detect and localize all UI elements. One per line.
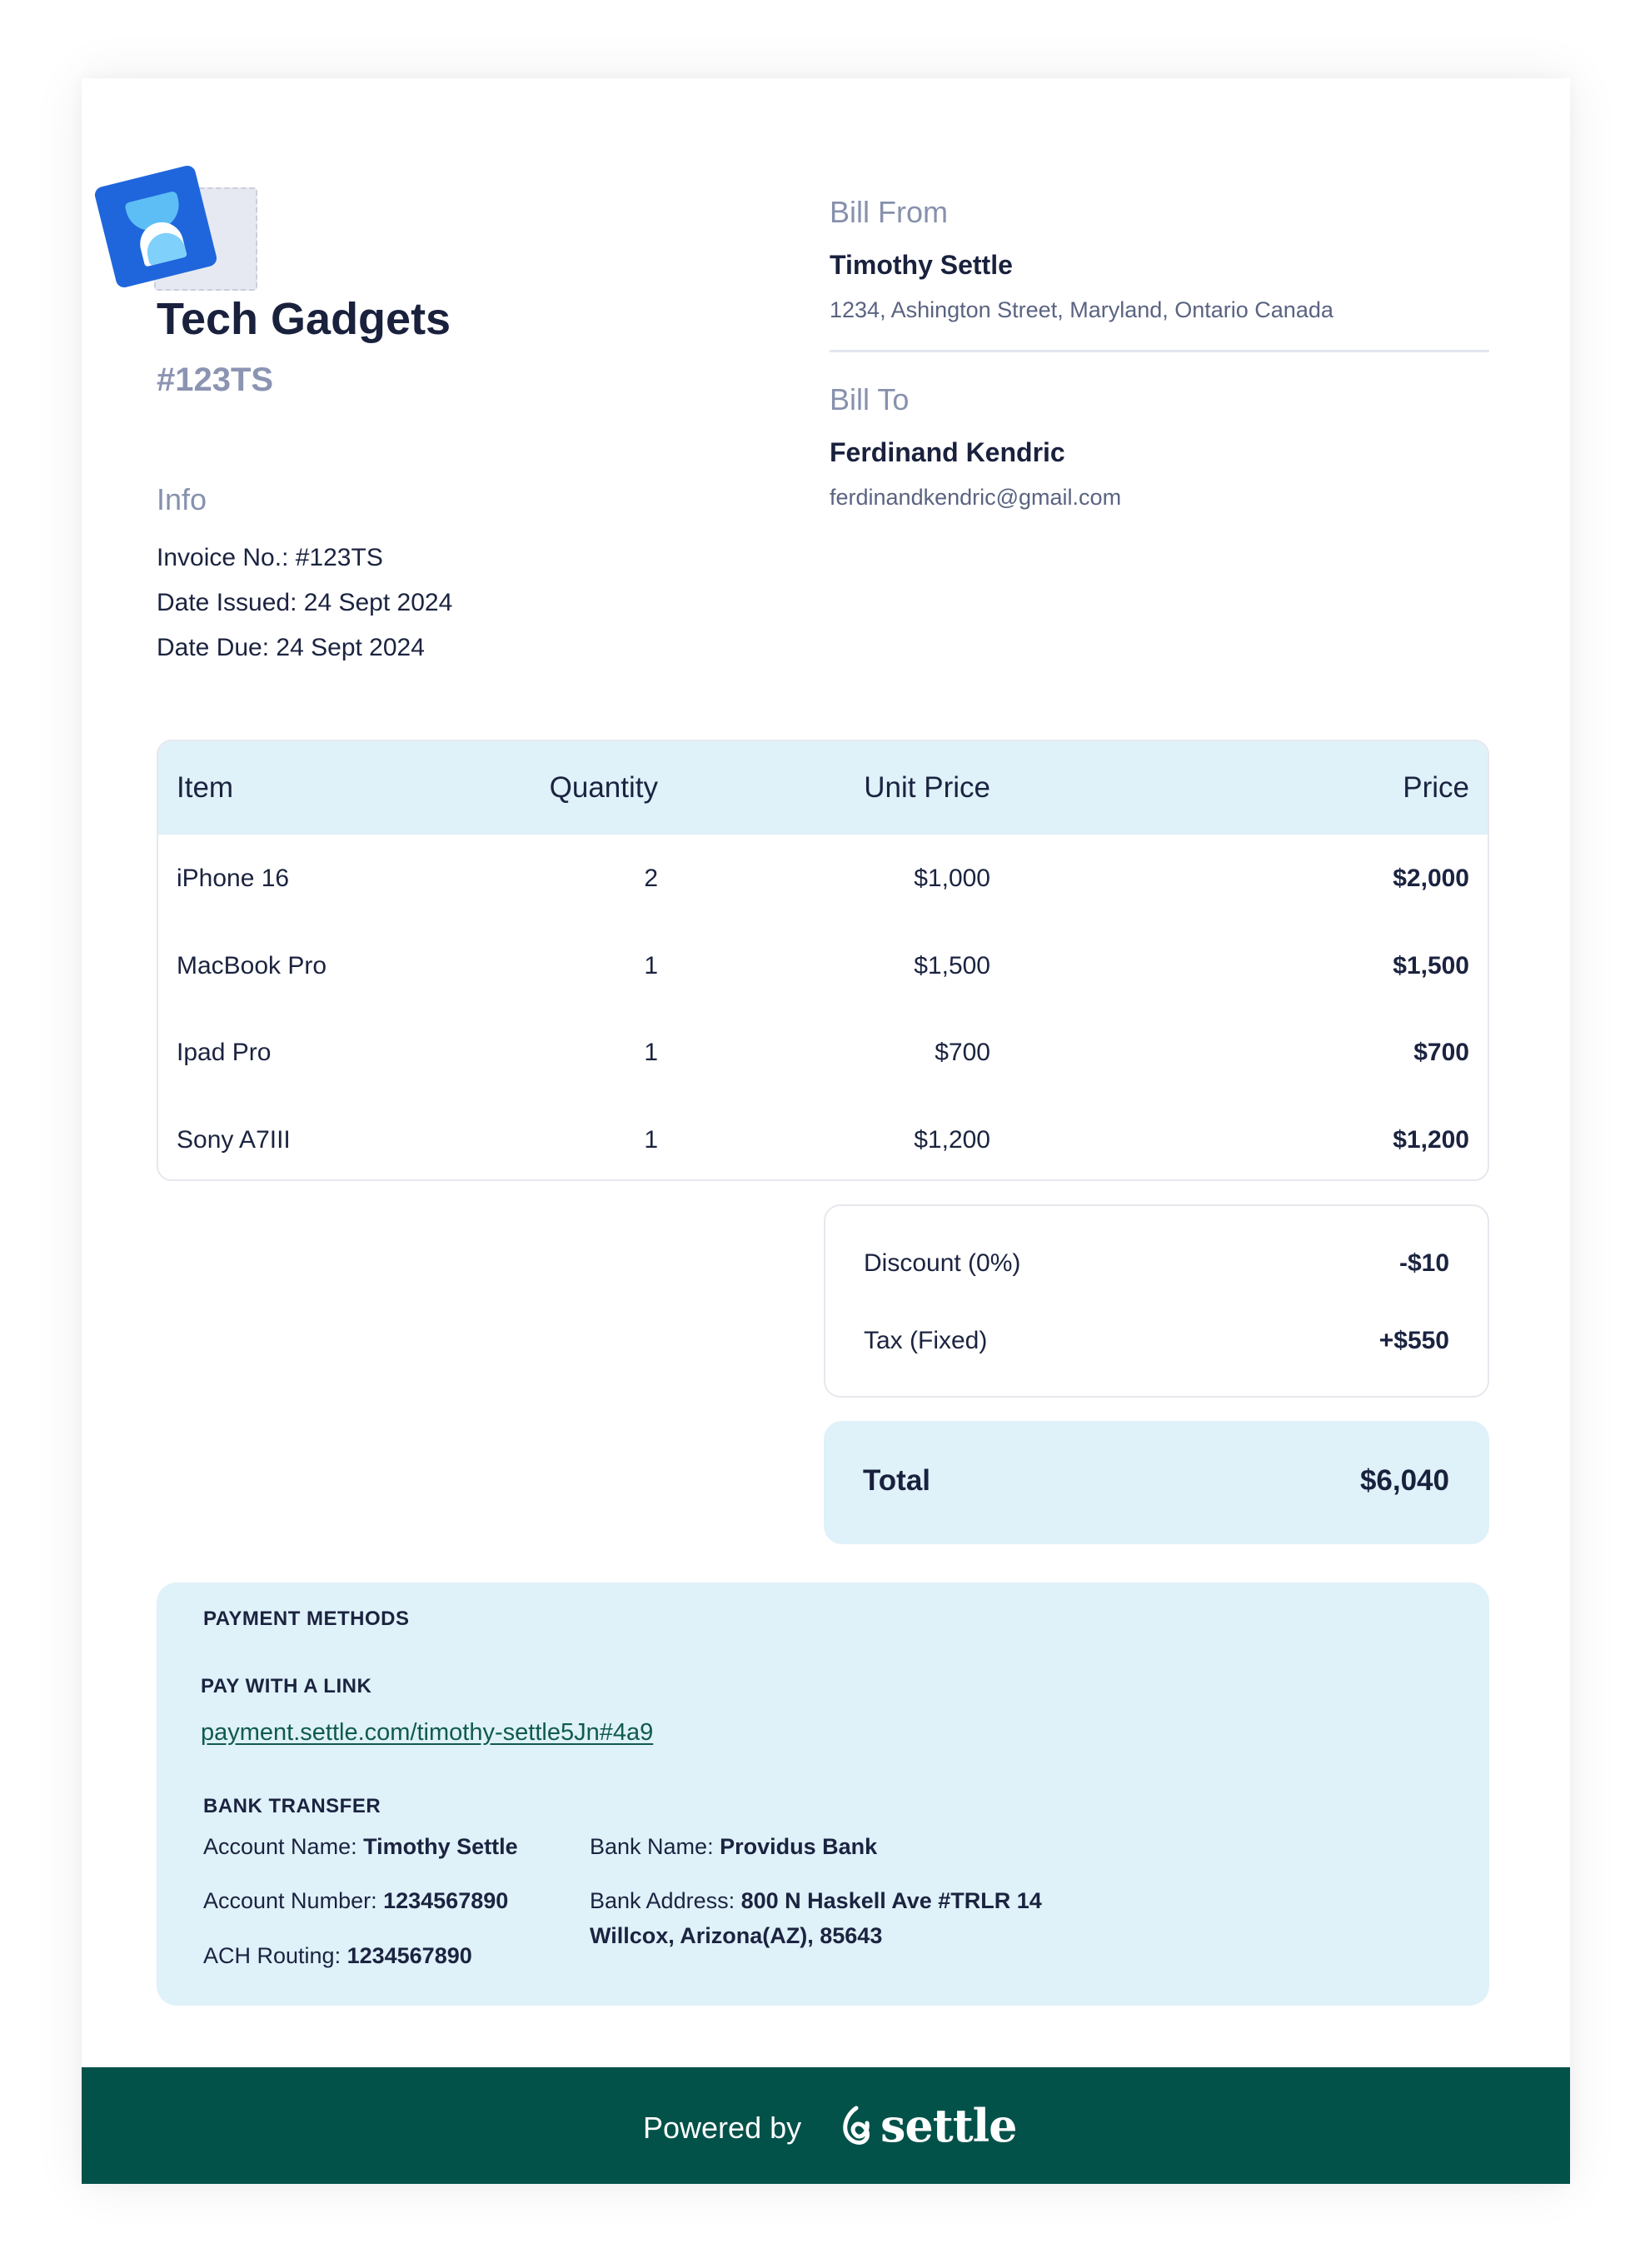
bill-to-name: Ferdinand Kendric	[830, 437, 1065, 467]
row-item: iPhone 16	[177, 865, 290, 892]
header-item: Item	[177, 771, 234, 804]
discount-row	[864, 1249, 1449, 1278]
tax-row	[864, 1327, 1449, 1355]
invoice-number: Invoice No.: #123TS	[157, 544, 383, 571]
row-item: MacBook Pro	[177, 951, 327, 979]
table-row	[158, 1096, 1488, 1182]
row-item: Sony A7III	[177, 1125, 291, 1154]
account-name: Account Name: Timothy Settle	[203, 1834, 518, 1859]
settle-mark-icon	[835, 2101, 877, 2150]
invoice-sheet	[82, 78, 1570, 2184]
company-logo	[104, 167, 262, 300]
payment-methods-section	[157, 1583, 1489, 2006]
bank-name: Bank Name: Providus Bank	[590, 1834, 878, 1859]
row-unit-price: $1,000	[914, 865, 990, 892]
discount-value: -$10	[1398, 1249, 1449, 1277]
info-label: Info	[157, 482, 207, 516]
date-issued: Date Issued: 24 Sept 2024	[157, 589, 453, 616]
settle-logo	[835, 2094, 1017, 2157]
bill-from-label: Bill From	[830, 195, 948, 229]
row-unit-price: $700	[935, 1039, 990, 1066]
tax-label: Tax (Fixed)	[864, 1327, 988, 1354]
ach-routing: ACH Routing: 1234567890	[203, 1943, 472, 1968]
row-unit-price: $1,500	[914, 951, 990, 979]
info-section	[157, 482, 452, 670]
total-value: $6,040	[1359, 1464, 1449, 1497]
bill-divider	[830, 350, 1489, 352]
company-name: Tech Gadgets	[157, 294, 451, 344]
account-number: Account Number: 1234567890	[203, 1888, 509, 1913]
bank-address: Bank Address: 800 N Haskell Ave #TRLR 14	[590, 1888, 1042, 1913]
table-row	[158, 835, 1488, 922]
row-quantity: 2	[644, 865, 658, 892]
bill-from-section	[830, 195, 1489, 323]
total-box	[824, 1421, 1489, 1544]
row-price: $1,500	[1393, 951, 1469, 979]
row-price: $2,000	[1393, 865, 1469, 892]
footer-bar	[82, 2067, 1570, 2184]
payment-methods-heading: PAYMENT METHODS	[203, 1608, 410, 1630]
table-row	[158, 922, 1488, 1009]
discount-label: Discount (0%)	[864, 1249, 1021, 1277]
bank-address-line2: Willcox, Arizona(AZ), 85643	[590, 1923, 883, 1948]
company-id: #123TS	[157, 361, 274, 398]
settle-wordmark: settle	[880, 2099, 1017, 2152]
header-price: Price	[1403, 771, 1469, 804]
adjustments-box	[824, 1204, 1489, 1398]
bill-to-email: ferdinandkendric@gmail.com	[830, 485, 1122, 510]
header-quantity: Quantity	[549, 771, 658, 804]
row-price: $700	[1413, 1039, 1469, 1066]
row-quantity: 1	[644, 951, 658, 979]
bill-from-address: 1234, Ashington Street, Maryland, Ontario Canada	[830, 297, 1333, 322]
items-table	[157, 740, 1489, 1181]
header-unit-price: Unit Price	[864, 771, 990, 804]
tax-value: +$550	[1378, 1327, 1449, 1354]
bill-from-name: Timothy Settle	[830, 250, 1013, 280]
table-row	[158, 1009, 1488, 1096]
total-label: Total	[863, 1464, 931, 1497]
powered-by-label: Powered by	[643, 2111, 802, 2145]
row-quantity: 1	[644, 1125, 658, 1154]
bank-transfer-heading: BANK TRANSFER	[203, 1795, 381, 1817]
row-item: Ipad Pro	[177, 1039, 272, 1066]
date-due: Date Due: 24 Sept 2024	[157, 634, 425, 661]
bill-to-label: Bill To	[830, 382, 910, 416]
pay-with-link-heading: PAY WITH A LINK	[201, 1675, 372, 1697]
row-unit-price: $1,200	[914, 1125, 990, 1154]
row-price: $1,200	[1393, 1125, 1469, 1154]
payment-link[interactable]: payment.settle.com/timothy-settle5Jn#4a9	[201, 1719, 654, 1746]
row-quantity: 1	[644, 1039, 658, 1066]
items-table-header	[158, 741, 1488, 835]
bill-to-section	[830, 382, 1489, 511]
